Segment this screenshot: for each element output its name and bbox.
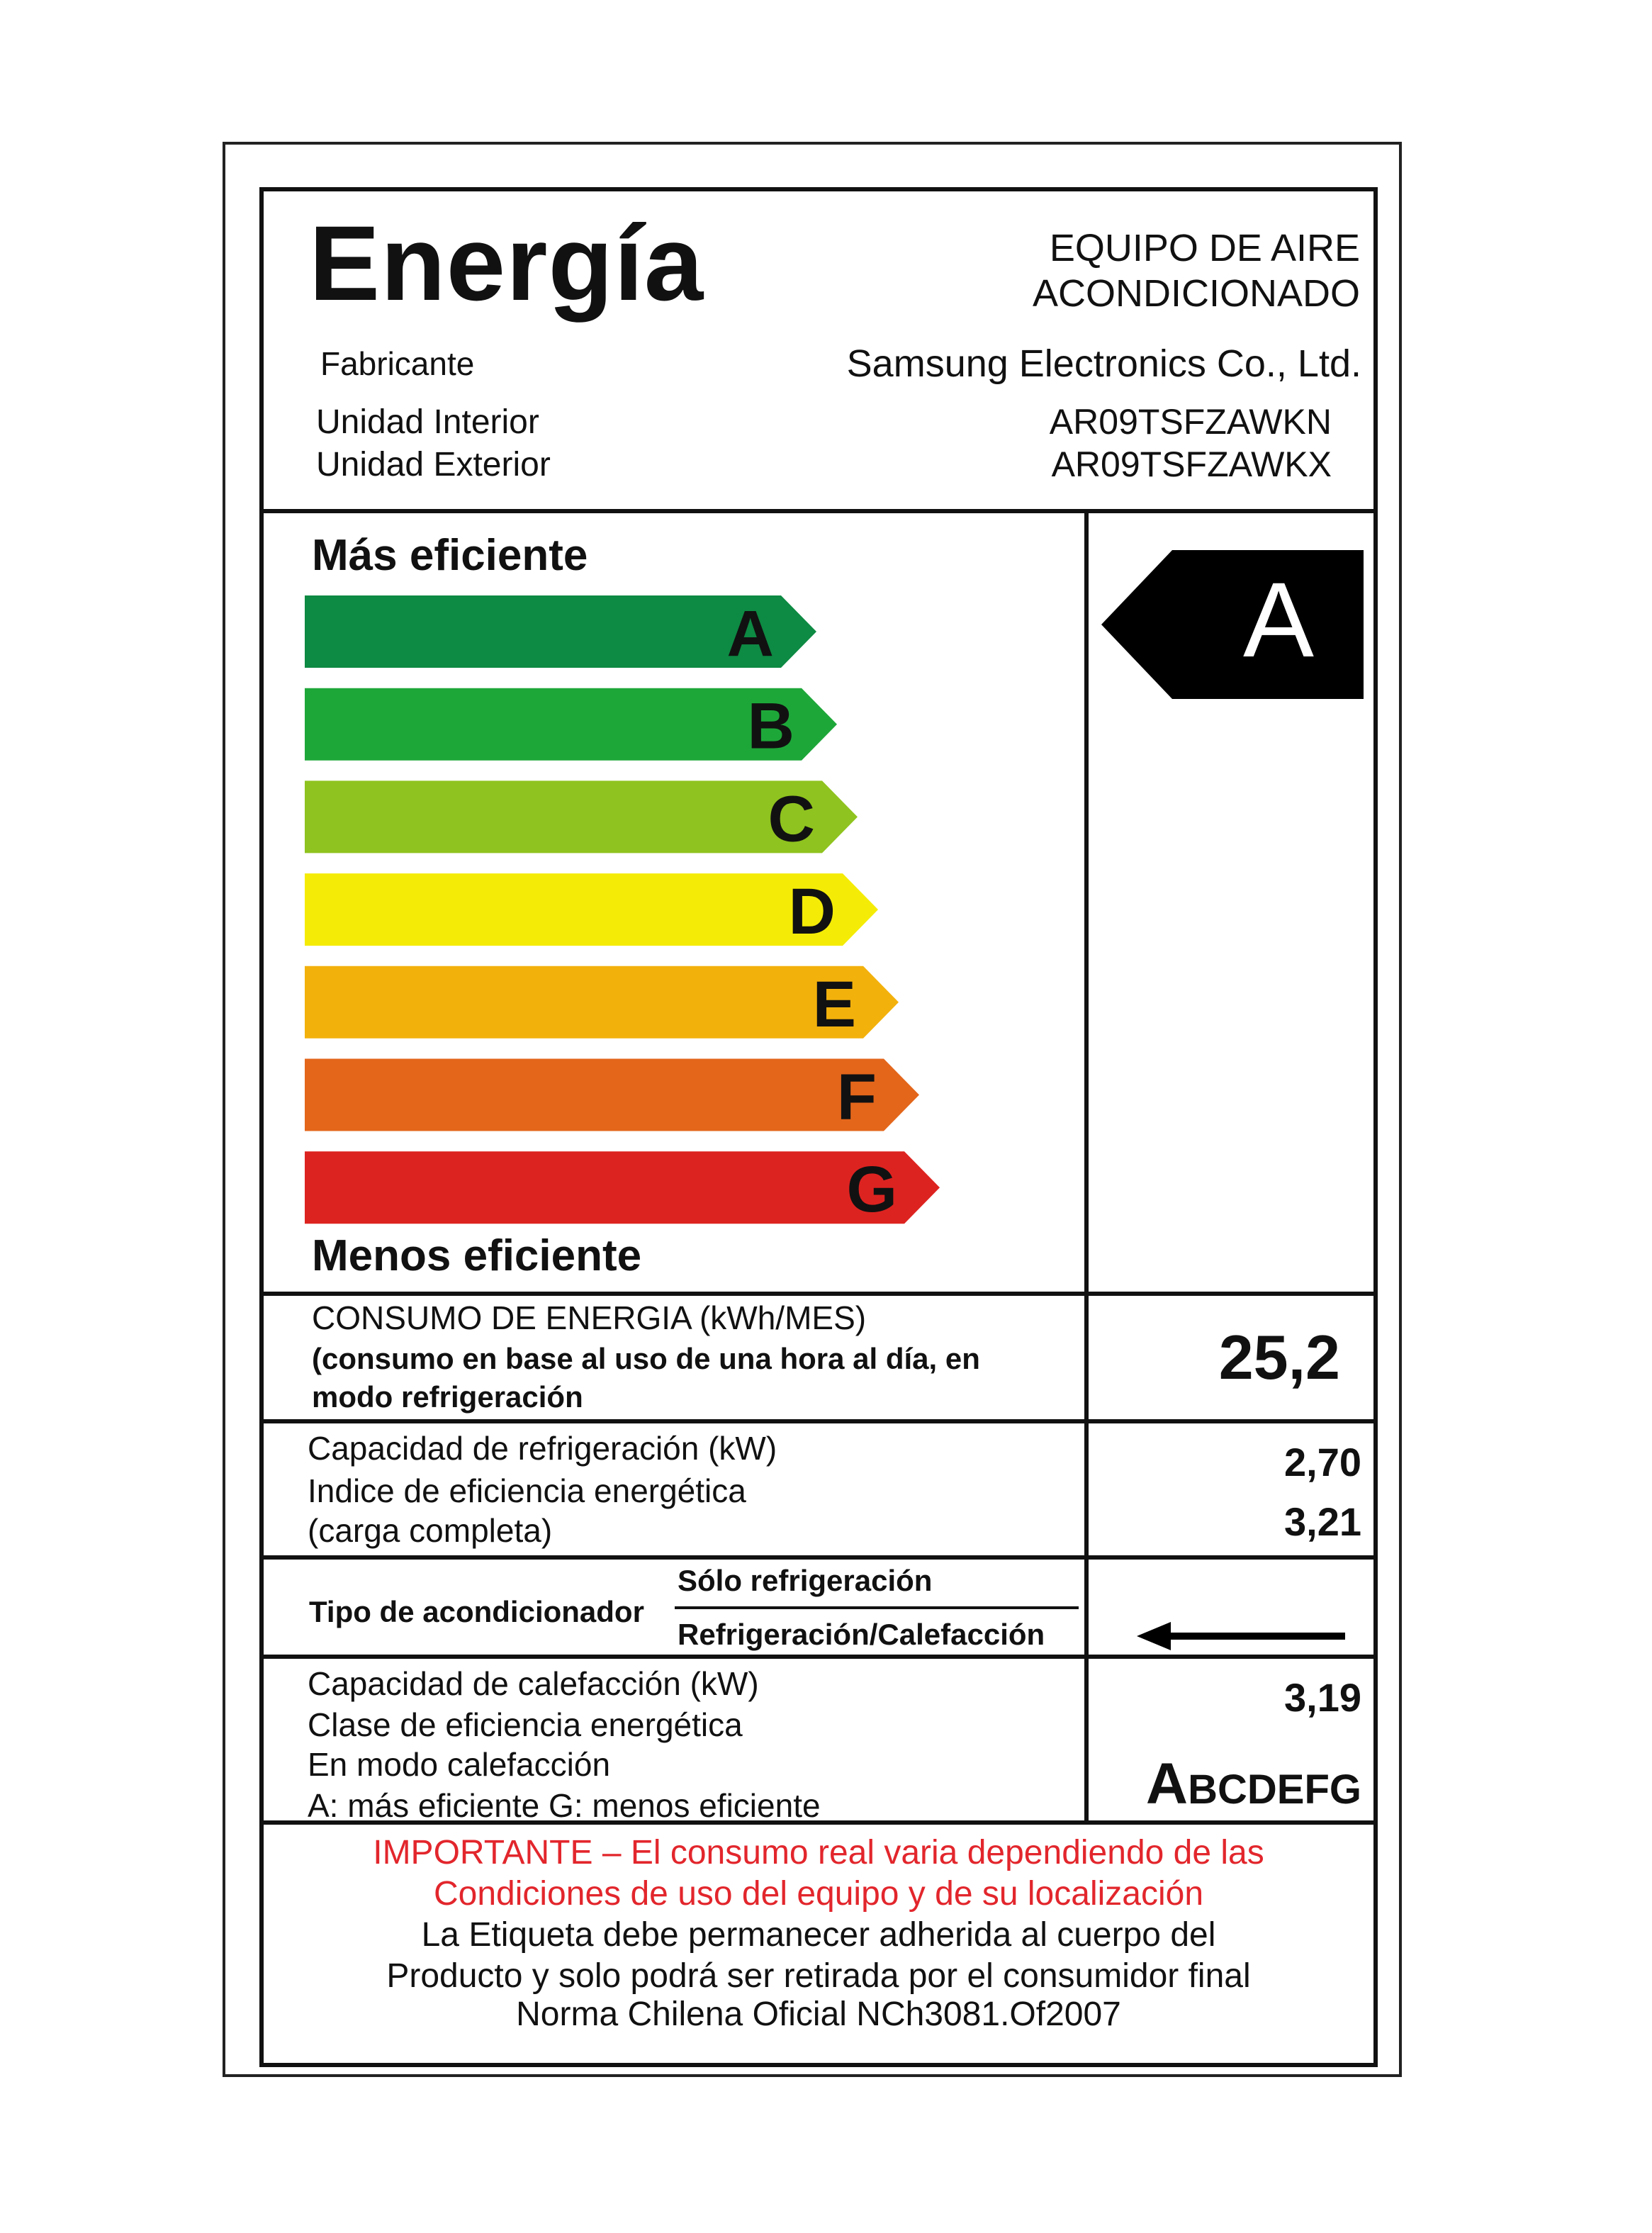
consumption-label-line3: modo refrigeración <box>312 1380 583 1414</box>
rating-arrow-icon <box>1101 550 1364 699</box>
full-load-label: (carga completa) <box>308 1512 553 1549</box>
heating-class-scale <box>1146 1751 1361 1818</box>
divider-scale <box>259 1292 1378 1296</box>
divider-header <box>259 509 1378 513</box>
equipment-type-line2: ACONDICIONADO <box>1032 272 1360 315</box>
class-bar-letter: E <box>812 968 856 1041</box>
heating-class-rest: BCDEFG <box>1188 1767 1361 1813</box>
outdoor-unit-value: AR09TSFZAWKX <box>1051 444 1332 484</box>
type-option-heat-pump: Refrigeración/Calefacción <box>678 1618 1045 1651</box>
indoor-unit-value: AR09TSFZAWKN <box>1049 402 1332 442</box>
rating-indicator <box>1101 550 1364 699</box>
rating-letter: A <box>1242 560 1315 679</box>
heating-capacity-value: 3,19 <box>1284 1675 1361 1720</box>
consumption-value: 25,2 <box>1218 1322 1340 1392</box>
class-bar-a <box>305 595 816 670</box>
class-bar-shape <box>305 966 899 1039</box>
class-bar-letter: G <box>846 1153 897 1226</box>
more-efficient-label: Más eficiente <box>312 531 588 580</box>
important-notice-line1: IMPORTANTE – El consumo real varia dependiendo de las <box>373 1834 1264 1871</box>
class-bar-letter: F <box>836 1060 877 1134</box>
cooling-capacity-value: 2,70 <box>1284 1440 1361 1484</box>
manufacturer-value: Samsung Electronics Co., Ltd. <box>846 342 1361 385</box>
equipment-type <box>1033 225 1360 316</box>
label-note-line1: La Etiqueta debe permanecer adherida al cuerpo del <box>421 1916 1216 1954</box>
class-bar-f <box>305 1059 919 1134</box>
manufacturer-label: Fabricante <box>320 345 475 382</box>
divider-type <box>259 1655 1378 1659</box>
consumption-label-line1: CONSUMO DE ENERGIA (kWh/MES) <box>312 1299 867 1336</box>
type-option-separator <box>675 1606 1079 1609</box>
class-bar-letter: B <box>747 690 794 763</box>
equipment-type-line1: EQUIPO DE AIRE <box>1049 227 1360 269</box>
type-option-cooling: Sólo refrigeración <box>678 1564 933 1597</box>
class-bar-e <box>305 966 899 1041</box>
class-bar-c <box>305 780 858 855</box>
divider-consumption <box>259 1419 1378 1423</box>
type-label: Tipo de acondicionador <box>309 1595 644 1628</box>
label-note-line2: Producto y solo podrá ser retirada por el consumidor final <box>386 1957 1251 1995</box>
heating-class-label: Clase de eficiencia energética <box>308 1706 743 1743</box>
cooling-capacity-label: Capacidad de refrigeración (kW) <box>308 1430 777 1467</box>
column-divider <box>1084 509 1089 1825</box>
consumption-label-line2: (consumo en base al uso de una hora al día, en <box>312 1342 980 1375</box>
class-bar-letter: C <box>768 783 815 856</box>
type-selected-arrow-icon <box>1137 1618 1349 1653</box>
class-bar-b <box>305 688 837 763</box>
class-bar-shape <box>305 1059 919 1131</box>
label-title: Energía <box>309 203 704 323</box>
heating-class-selected: A <box>1145 1752 1189 1816</box>
label-note-line3: Norma Chilena Oficial NCh3081.Of2007 <box>516 1996 1121 2033</box>
class-bar-g <box>305 1151 940 1226</box>
divider-cooling <box>259 1555 1378 1560</box>
class-bar-d <box>305 873 878 948</box>
heating-capacity-label: Capacidad de calefacción (kW) <box>308 1665 759 1702</box>
class-bar-letter: A <box>726 598 774 670</box>
heating-mode-label: En modo calefacción <box>308 1746 611 1783</box>
efficiency-index-value: 3,21 <box>1284 1499 1361 1544</box>
less-efficient-label: Menos eficiente <box>312 1231 642 1280</box>
heating-legend-label: A: más eficiente G: menos eficiente <box>308 1787 821 1824</box>
class-bar-shape <box>305 1151 940 1224</box>
important-notice-line2: Condiciones de uso del equipo y de su localización <box>433 1875 1204 1913</box>
outdoor-unit-label: Unidad Exterior <box>316 446 551 483</box>
indoor-unit-label: Unidad Interior <box>316 403 539 441</box>
efficiency-index-label: Indice de eficiencia energética <box>308 1472 746 1509</box>
efficiency-scale <box>305 595 985 1226</box>
class-bar-letter: D <box>788 875 836 948</box>
